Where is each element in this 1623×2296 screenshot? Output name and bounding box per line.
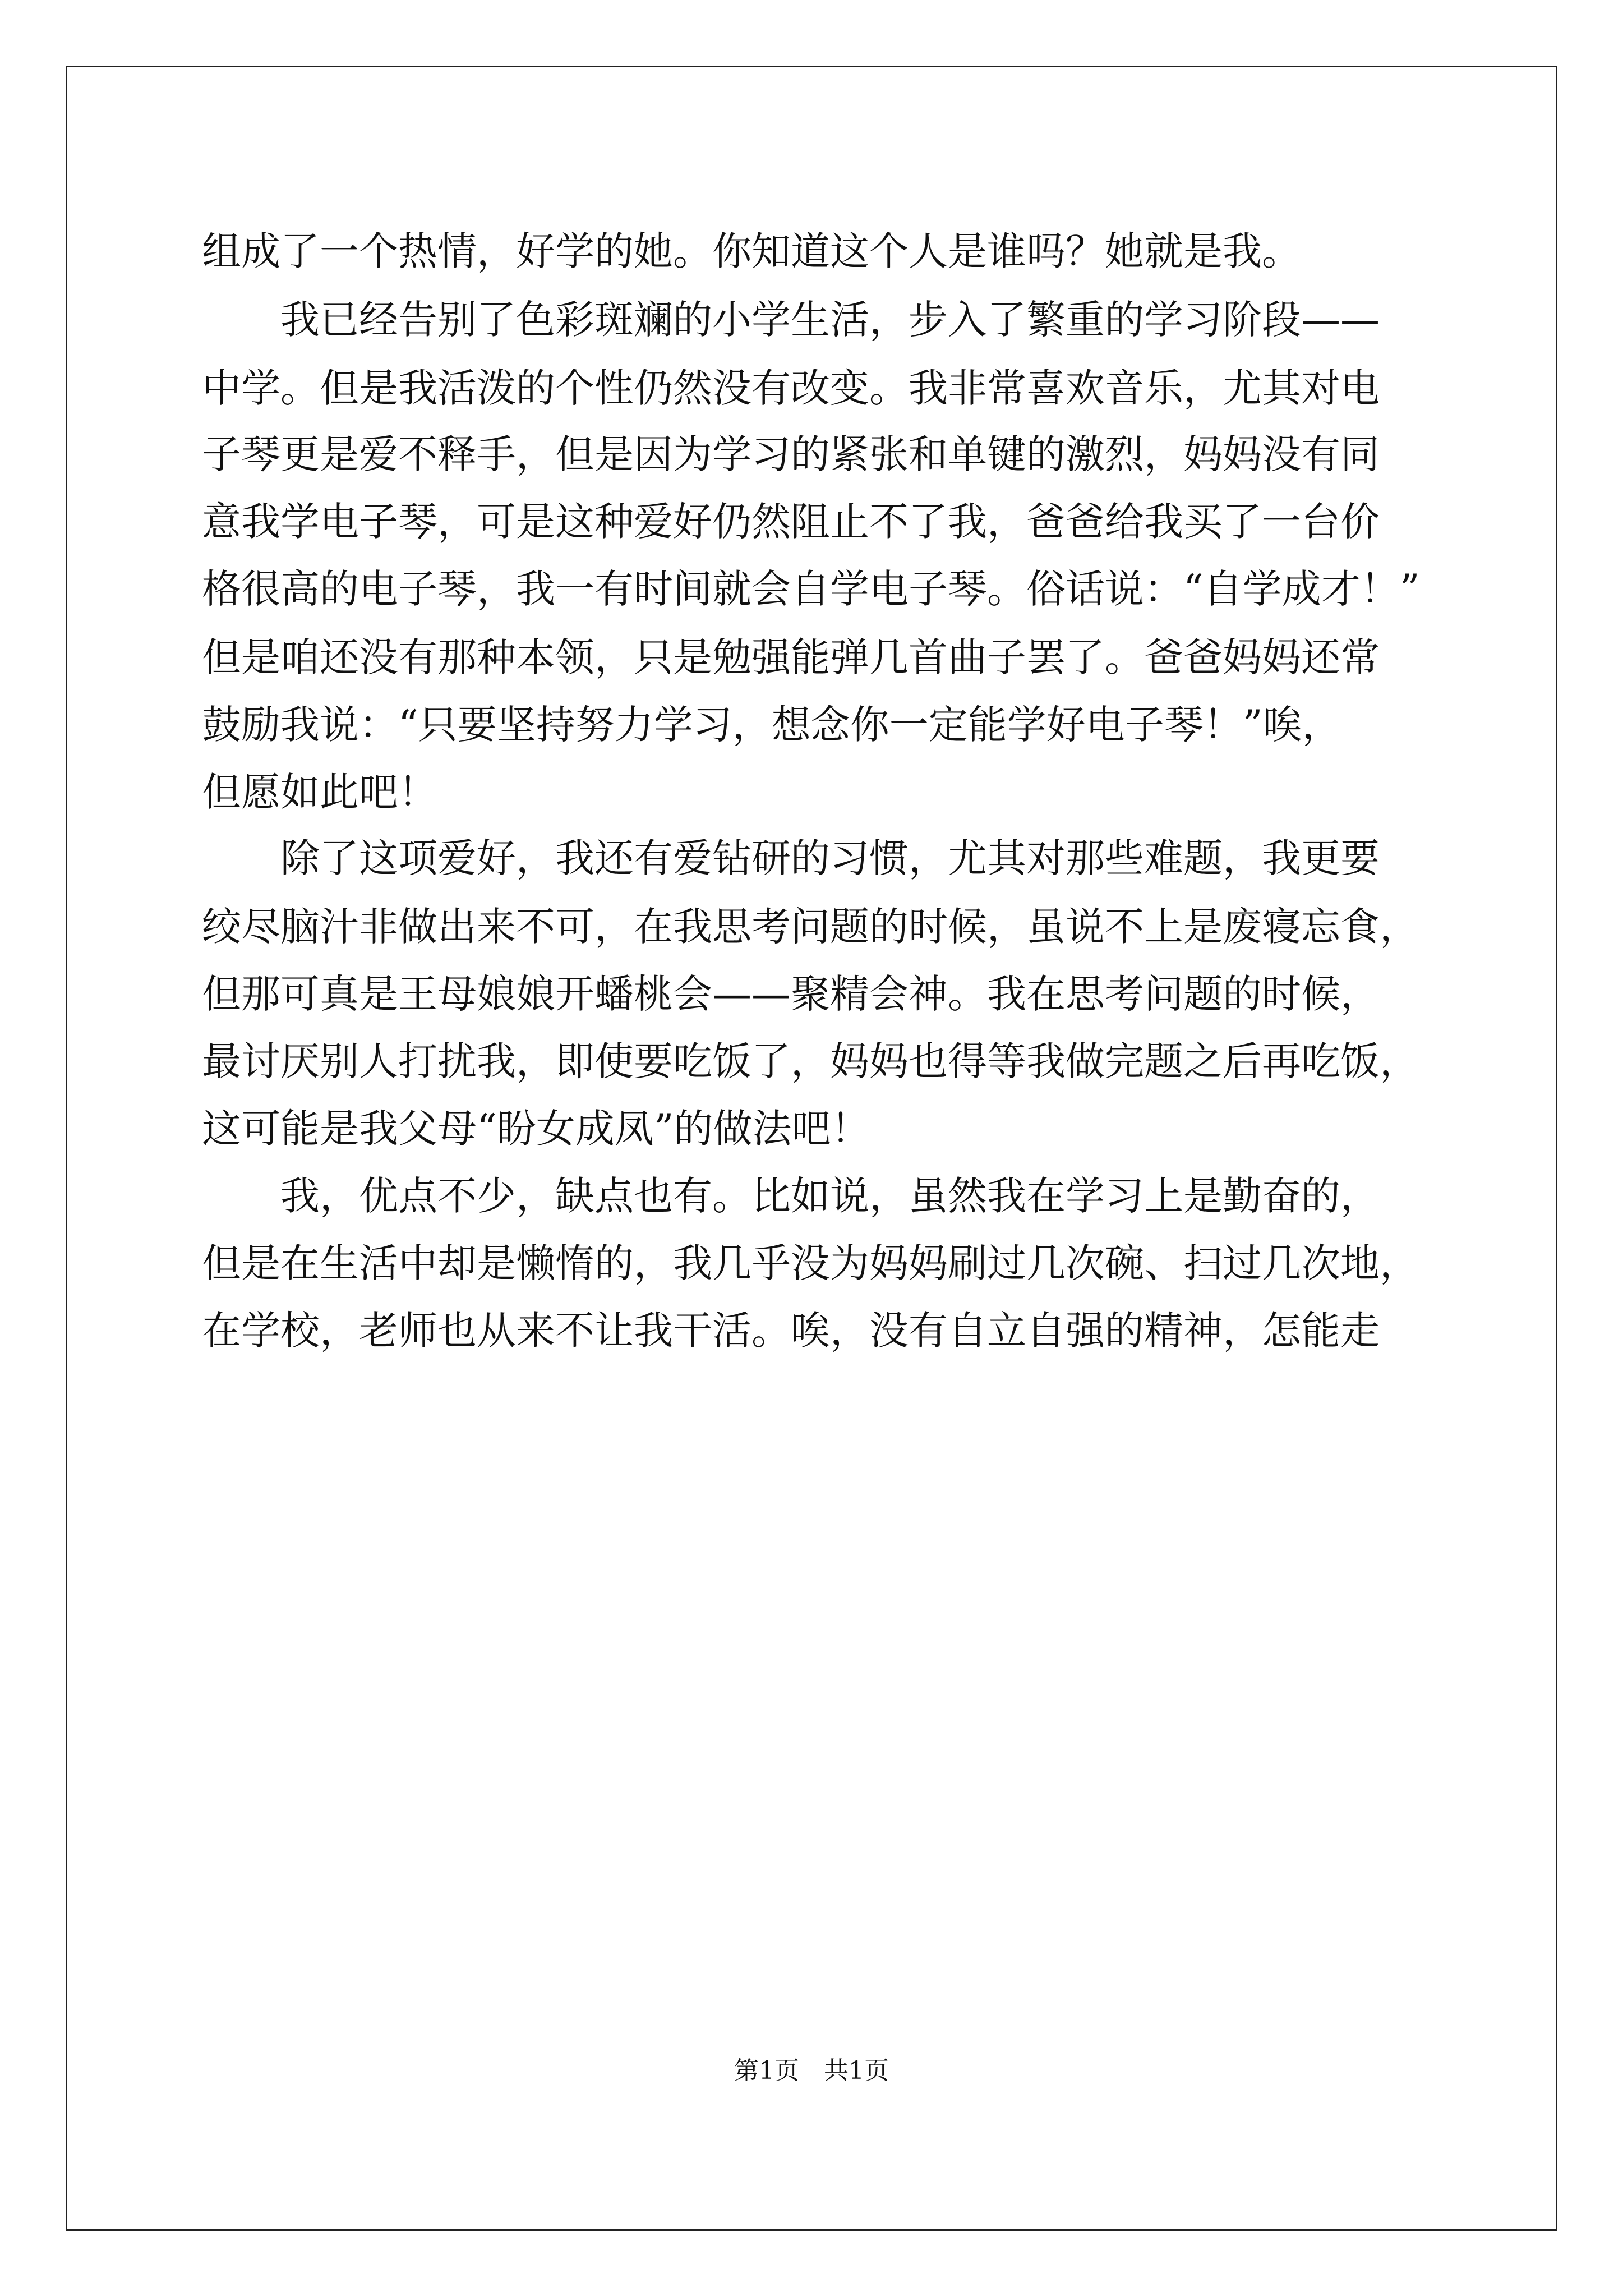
text-line: 我已经告别了色彩斑斓的小学生活，步入了繁重的学习阶段—— xyxy=(202,297,1380,343)
text-line: 绞尽脑汁非做出来不可，在我思考问题的时候，虽说不上是废寝忘食， xyxy=(202,904,1419,950)
text-line: 中学。但是我活泼的个性仍然没有改变。我非常喜欢音乐，尤其对电 xyxy=(202,365,1380,411)
text-line: 除了这项爱好，我还有爱钻研的习惯，尤其对那些难题，我更要 xyxy=(202,835,1380,881)
text-line: 子琴更是爱不释手，但是因为学习的紧张和单键的激烈，妈妈没有同 xyxy=(202,431,1380,477)
text-line: 在学校，老师也从来不让我干活。唉，没有自立自强的精神，怎能走 xyxy=(202,1308,1380,1354)
text-line: 但是在生活中却是懒惰的，我几乎没为妈妈刷过几次碗、扫过几次地， xyxy=(202,1240,1419,1286)
text-line: 我，优点不少，缺点也有。比如说，虽然我在学习上是勤奋的， xyxy=(202,1173,1380,1219)
text-line: 最讨厌别人打扰我，即使要吃饭了，妈妈也得等我做完题之后再吃饭， xyxy=(202,1038,1419,1084)
text-line: 格很高的电子琴，我一有时间就会自学电子琴。俗话说：“自学成才！” xyxy=(202,566,1420,612)
text-line: 这可能是我父母“盼女成凤”的做法吧！ xyxy=(202,1106,870,1152)
text-line: 意我学电子琴，可是这种爱好仍然阻止不了我，爸爸给我买了一台价 xyxy=(202,499,1380,545)
text-line: 但是咱还没有那种本领，只是勉强能弹几首曲子罢了。爸爸妈妈还常 xyxy=(202,634,1380,680)
text-line: 但愿如此吧！ xyxy=(202,769,437,815)
page-footer: 第1页 共1页 xyxy=(734,2056,889,2085)
text-line: 组成了一个热情，好学的她。你知道这个人是谁吗？她就是我。 xyxy=(202,228,1301,274)
text-line: 但那可真是王母娘娘开蟠桃会——聚精会神。我在思考问题的时候， xyxy=(202,971,1380,1017)
text-line: 鼓励我说：“只要坚持努力学习，想念你一定能学好电子琴！”唉， xyxy=(202,702,1341,748)
